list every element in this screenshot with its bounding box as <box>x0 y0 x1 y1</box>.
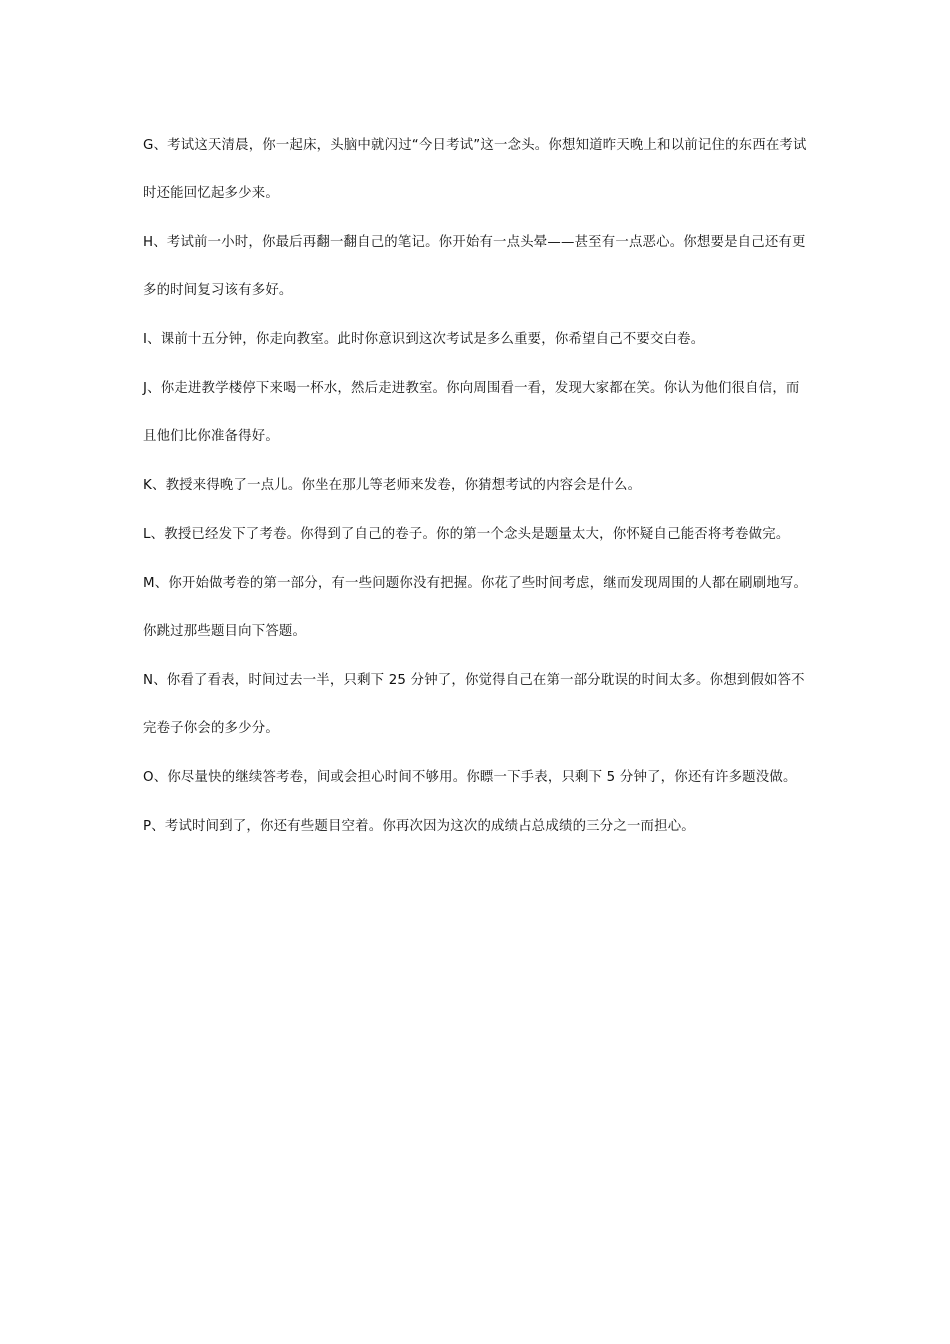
paragraph-h: H、考试前一小时，你最后再翻一翻自己的笔记。你开始有一点头晕——甚至有一点恶心。你想要是自己还有更多的时间复习该有多好。 <box>143 235 806 298</box>
paragraph-k: K、教授来得晚了一点儿。你坐在那儿等老师来发卷，你猜想考试的内容会是什么。 <box>143 478 642 493</box>
paragraph-j: J、你走进教学楼停下来喝一杯水，然后走进教室。你向周围看一看，发现大家都在笑。你认为他们很自信，而且他们比你准备得好。 <box>143 381 800 444</box>
paragraph-i: I、课前十五分钟，你走向教室。此时你意识到这次考试是多么重要，你希望自己不要交白卷。 <box>143 332 705 347</box>
paragraph-g: G、考试这天清晨，你一起床，头脑中就闪过“今日考试”这一念头。你想知道昨天晚上和以前记住的东西在考试时还能回忆起多少来。 <box>143 138 807 201</box>
paragraph-n: N、你看了看表，时间过去一半，只剩下 25 分钟了，你觉得自己在第一部分耽误的时间太多。你想到假如答不完卷子你会的多少分。 <box>143 673 805 736</box>
paragraph-m: M、你开始做考卷的第一部分，有一些问题你没有把握。你花了些时间考虑，继而发现周围的人都在刷刷地写。你跳过那些题目向下答题。 <box>143 576 808 639</box>
document-body <box>143 122 808 851</box>
paragraph-p: P、考试时间到了，你还有些题目空着。你再次因为这次的成绩占总成绩的三分之一而担心。 <box>143 819 695 834</box>
paragraph-l: L、教授已经发下了考卷。你得到了自己的卷子。你的第一个念头是题量太大，你怀疑自己能否将考卷做完。 <box>143 527 790 542</box>
paragraph-o: O、你尽量快的继续答考卷，间或会担心时间不够用。你瞟一下手表，只剩下 5 分钟了，你还有许多题没做。 <box>143 770 797 785</box>
